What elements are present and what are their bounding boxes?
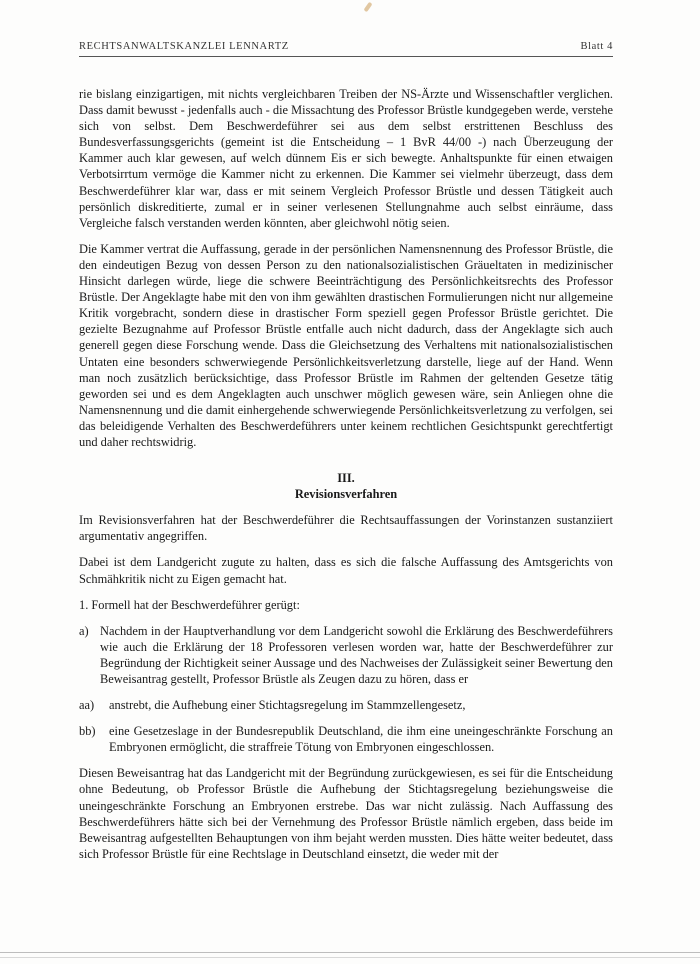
paragraph: Dabei ist dem Landgericht zugute zu halten, dass es sich die falsche Auffassung des Amtsgerichts von Schmähkritik nicht zu Eigen gemacht hat. (79, 555, 613, 586)
footer-rule (0, 952, 700, 953)
paragraph: Die Kammer vertrat die Auffassung, gerade in der persönlichen Namensnennung des Professor Brüstle, die den eindeutigen Bezug von dessen Person zu den nationalsozialistischen Gräueltaten in medizinischer Hinsicht darlegen würde, liege die schwere Beeinträchtigung des Persönlichkeitsrechts des Professor Brüstle. Der Angeklagte habe mit den von ihm gewählten drastischen Formulierungen nicht nur allgemeine Kritik vorgebracht, sondern diese in drastischer Form speziell gegen Professor Brüstle gerichtet. Die gezielte Bezugnahme auf Professor Brüstle entfalle auch nicht dadurch, dass der Angeklagte sich auch generell gegen diese Forschung wende. Dass die Gleichsetzung des Verhaltens mit nationalsozialistischen Untaten eine besonders schwerwiegende Persönlichkeitsverletzung darstelle, liege auf der Hand. Wenn man noch zusätzlich berücksichtige, dass Professor Brüstle im Rahmen der geltenden Gesetze tätig geworden sei und es dem Angeklagten auch unschwer möglich gewesen wäre, sein Anliegen ohne die Namensnennung und die damit einhergehende schwerwiegende Persönlichkeitsverletzung zu verfolgen, sei das beleidigende Verhalten des Beschwerdeführers unter keinem rechtlichen Gesichtspunkt gerechtfertigt und daher rechtswidrig. (79, 241, 613, 449)
list-item-1: 1. Formell hat der Beschwerdeführer gerügt: (79, 597, 300, 612)
list-marker: bb) (79, 724, 96, 739)
list-item-text: Nachdem in der Hauptverhandlung vor dem Landgericht sowohl die Erklärung des Beschwerdeführers wie auch die Erklärung der 18 Professoren verlesen worden war, hatte der Beschwerdeführer zur Begründung der Richtigkeit seiner Aussage und des Nachweises der Zulässigkeit seiner Bewertung den Beweisantrag gestellt, Professor Brüstle als Zeugen dazu zu hören, dass er (100, 623, 613, 686)
paragraph: rie bislang einzigartigen, mit nichts vergleichbaren Treiben der NS-Ärzte und Wissenschaftler verglichen. Dass damit bewusst - jedenfalls auch - die Missachtung des Professor Brüstle kundgegeben werde, verstehe sich von selbst. Dem Beschwerdeführer sei aus dem selbst erstrittenen Beschluss des Bundesverfassungsgerichts (gemeint ist die Entscheidung – 1 BvR 44/00 -) nach Überzeugung der Kammer auch klar gewesen, auf welch dünnem Eis er sich bewegte. Anhaltspunkte für einen etwaigen Verbotsirrtum vermöge die Kammer nicht zu erkennen. Die Kammer sei vielmehr überzeugt, dass dem Beschwerdeführer klar war, dass er mit seinem Vergleich Professor Brüstle und dessen Tätigkeit auch persönlich diskreditierte, zumal er in seiner verlesenen Stellungnahme auch selbst einräume, dass Vergleiche falsch verstanden werden könnten, aber gleichwohl nötig seien. (79, 87, 613, 230)
document-body (79, 86, 613, 872)
firm-name: RECHTSANWALTSKANZLEI LENNARTZ (79, 41, 289, 52)
list-item-bb (79, 723, 613, 755)
list-item-text: eine Gesetzeslage in der Bundesrepublik Deutschland, die ihm eine uneingeschränkte Forschung an Embryonen ermöglicht, die straffreie Tötung von Embryonen eingeschlossen. (109, 724, 613, 755)
section-title: Revisionsverfahren (294, 487, 398, 502)
list-marker: aa) (79, 698, 95, 713)
paragraph: Diesen Beweisantrag hat das Landgericht mit der Begründung zurückgewiesen, es sei für die Entscheidung ohne Bedeutung, ob Professor Brüstle die Aufhebung der Stichtagsregelung beziehungsweise die uneingeschränkte Forschung an Embryonen erstrebe. Das war nicht zulässig. Nach Auffassung des Beschwerdeführers hätte sich bei der Vernehmung des Professor Brüstle nämlich ergeben, dass beide im Beweisantrag aufgestellten Behauptungen von ihm bejaht werden mussten. Dies hätte weiter bedeutet, dass sich Professor Brüstle für eine Rechtslage in Deutschland einsetzt, die weder mit der (79, 766, 613, 861)
pen-mark (363, 2, 372, 12)
list-item-aa (79, 697, 613, 713)
sheet-number: Blatt 4 (580, 41, 613, 52)
list-marker: a) (79, 623, 89, 638)
section-heading (79, 470, 613, 502)
section-number: III. (337, 471, 355, 486)
list-item-text: anstrebt, die Aufhebung einer Stichtagsregelung im Stammzellengesetz, (109, 698, 466, 713)
paragraph: Im Revisionsverfahren hat der Beschwerdeführer die Rechtsauffassungen der Vorinstanzen sustanziiert argumentativ angegriffen. (79, 513, 613, 544)
footer-rule-secondary (0, 957, 700, 958)
page-header (79, 40, 613, 57)
list-item-a (79, 623, 613, 687)
